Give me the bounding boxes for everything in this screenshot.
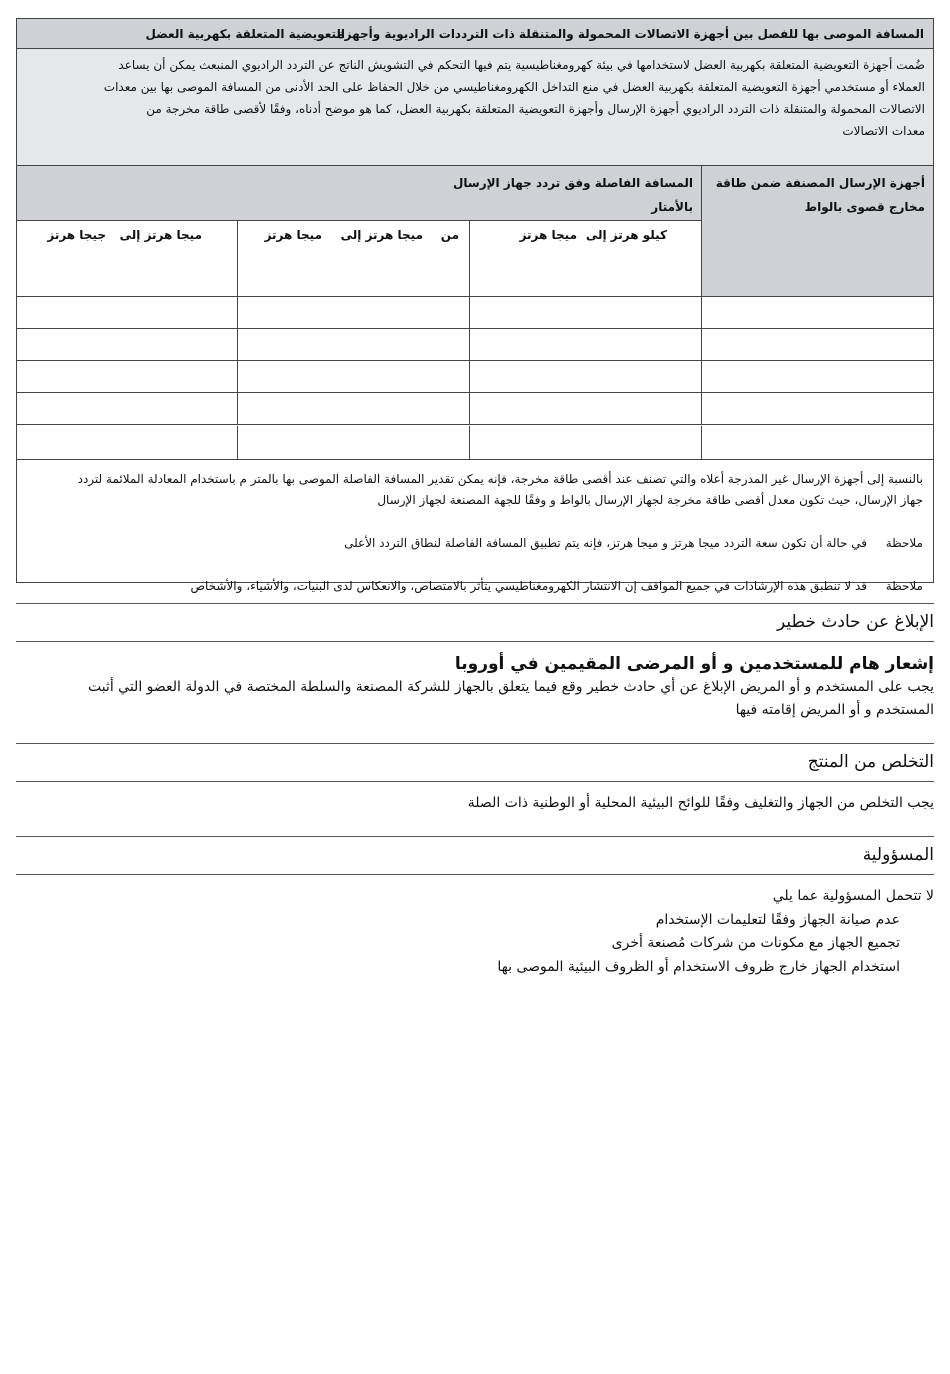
- subheader-text: ميجا هرتز: [519, 228, 577, 242]
- liability-item: عدم صيانة الجهاز وفقًا لتعليمات الإستخدام: [655, 912, 900, 928]
- intro-line: معدات الاتصالات: [842, 124, 925, 138]
- header-transmitter-power: [701, 166, 933, 297]
- note-label: ملاحظة: [885, 536, 923, 550]
- header-mid-line: المسافة الفاصلة وفق تردد جهاز الإرسال: [452, 176, 693, 190]
- table-title-part2: التعويضية المتعلقة بكهربية العضل: [145, 27, 345, 41]
- liability-item: تجميع الجهاز مع مكونات من شركات مُصنعة أخرى: [611, 935, 900, 951]
- header-right-line: مخارج قصوى بالواط: [804, 200, 925, 214]
- liability-intro: لا تتحمل المسؤولية عما يلي: [772, 888, 934, 904]
- header-mid-line: بالأمتار: [651, 200, 693, 214]
- table-cell: [701, 297, 933, 328]
- table-cell: [237, 393, 469, 424]
- table-title-part1: المسافة الموصى بها للفصل بين أجهزة الاتصالات المحمولة والمتنقلة ذات الترددات الراديوية وأجهزة: [337, 27, 924, 41]
- footnote-line: جهاز الإرسال، حيث تكون معدل أقصى طاقة مخرجة لجهاز الإرسال بالواط و وفقًا للجهة المصنعة لجهاز الإرسال: [377, 493, 923, 507]
- table-cell: [701, 426, 933, 459]
- note-text: قد لا تنطبق هذه الإرشادات في جميع المواقف إن الانتشار الكهرومغناطيسي يتأثر بالامتصاص، والانعكاس لدى البنيات، والأشياء، والأشخاص: [190, 579, 867, 593]
- table-row: [17, 297, 933, 329]
- table-row: [17, 361, 933, 393]
- intro-line: ضُمت أجهزة التعويضية المتعلقة بكهربية العضل لاستخدامها في بيئة كهرومغناطيسية يتم فيها التحكم في التشويش الناتج عن التردد الراديوي المنبعث يمكن أن يساعد: [118, 58, 925, 72]
- incident-heading: الإبلاغ عن حادث خطير: [777, 612, 934, 632]
- subheader-text: ميجا هرتز إلى: [119, 228, 202, 242]
- subheader-band-3: [17, 221, 237, 297]
- incident-text-line: المستخدم و أو المريض إقامته فيها: [735, 702, 934, 718]
- table-row: [17, 329, 933, 361]
- table-cell: [237, 329, 469, 360]
- subheader-text: كيلو هرتز إلى: [585, 228, 667, 242]
- intro-line: الاتصالات المحمولة والمتنقلة ذات التردد الراديوي أجهزة الإرسال وأجهزة التعويضية المتعلقة بكهربية العضل، كما هو موضح أدناه، وفقًا لأقصى طاقة مخرجة من: [146, 102, 925, 116]
- table-cell: [701, 393, 933, 424]
- table-intro: [17, 49, 933, 166]
- footnote-line: بالنسبة إلى أجهزة الإرسال غير المدرجة أعلاه والتي تصنف عند أقصى طاقة مخرجة، فإنه يمكن تقدير المسافة الفاصلة الموصى بها بالمتر م باستخدام المعادلة الملائمة لتردد: [77, 472, 923, 486]
- table-cell: [469, 393, 701, 424]
- table-cell: [701, 329, 933, 360]
- disposal-text: يجب التخلص من الجهاز والتغليف وفقًا للوائح البيئية المحلية أو الوطنية ذات الصلة: [467, 795, 934, 811]
- table-cell: [469, 361, 701, 392]
- subheader-text: ميجا هرتز إلى: [340, 228, 423, 242]
- section-divider: [16, 836, 934, 837]
- section-divider: [16, 641, 934, 642]
- table-cell: [237, 426, 469, 459]
- table-row: [17, 426, 933, 460]
- table-title: [17, 19, 933, 49]
- section-divider: [16, 743, 934, 744]
- table-row: [17, 393, 933, 425]
- note-label: ملاحظة: [885, 579, 923, 593]
- subheader-text: من: [440, 228, 459, 242]
- table-cell: [469, 329, 701, 360]
- separation-distance-table: [16, 18, 934, 593]
- table-cell: [701, 361, 933, 392]
- table-footnotes: [17, 459, 933, 593]
- intro-line: العملاء أو مستخدمي أجهزة التعويضية المتعلقة بكهربية العضل في منع التداخل الكهرومغناطيسي من خلال الحفاظ على الحد الأدنى من المسافة الموصى بها بين معدات: [103, 80, 925, 94]
- header-separation-distance: [17, 166, 701, 221]
- section-divider: [16, 603, 934, 604]
- table-cell: [469, 297, 701, 328]
- subheader-band-1: [469, 221, 701, 297]
- subheader-text: جيجا هرتز: [47, 228, 106, 242]
- section-divider: [16, 781, 934, 782]
- table-cell: [237, 297, 469, 328]
- section-divider: [16, 874, 934, 875]
- header-right-line: أجهزة الإرسال المصنفة ضمن طاقة: [715, 176, 925, 190]
- note-text: في حالة أن تكون سعة التردد ميجا هرتز و ميجا هرتز، فإنه يتم تطبيق المسافة الفاصلة لنطاق التردد الأعلى: [344, 536, 867, 550]
- table-cell: [237, 361, 469, 392]
- liability-heading: المسؤولية: [862, 845, 934, 865]
- liability-item: استخدام الجهاز خارج ظروف الاستخدام أو الظروف البيئية الموصى بها: [497, 959, 900, 975]
- notice-title: إشعار هام للمستخدمين و أو المرضى المقيمين في أوروبا: [454, 654, 934, 674]
- disposal-heading: التخلص من المنتج: [807, 752, 934, 772]
- table-cell: [469, 426, 701, 459]
- subheader-band-2: [237, 221, 469, 297]
- incident-text-line: يجب على المستخدم و أو المريض الإبلاغ عن أي حادث خطير وقع فيما يتعلق بالجهاز للشركة المصنعة والسلطة المختصة في الدولة العضو التي أثبت: [87, 679, 934, 695]
- subheader-text: ميجا هرتز: [264, 228, 322, 242]
